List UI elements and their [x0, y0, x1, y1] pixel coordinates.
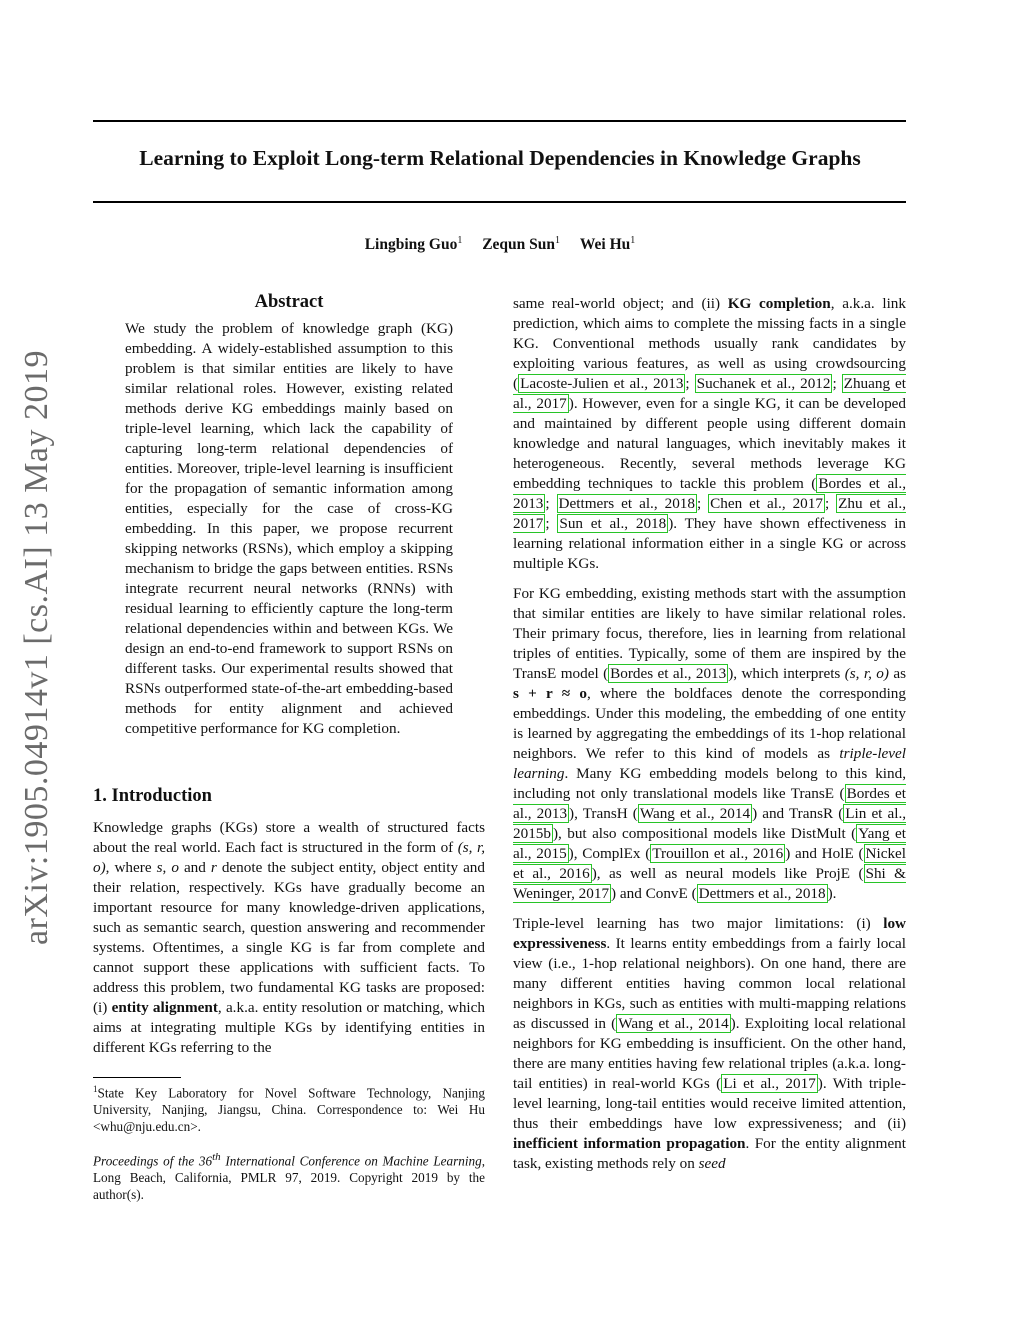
citation-link[interactable]: Yang et al., 2015	[513, 825, 906, 862]
author: Lingbing Guo$^1$	[364, 235, 463, 254]
proceedings-note: Proceedings of the 36th International Conference on Machine Learning, Long Beach, California, PMLR 97, 2019. Copyright 2019 by the author(s).	[93, 1151, 485, 1203]
citation-link[interactable]: Dettmers et al., 2018	[558, 495, 695, 512]
citation-link[interactable]: Suchanek et al., 2012	[696, 375, 831, 392]
citation-link[interactable]: Li et al., 2017	[723, 1075, 816, 1092]
left-column	[93, 786, 485, 1068]
arxiv-stamp: arXiv:1905.04914v1 [cs.AI] 13 May 2019	[18, 349, 55, 945]
abstract-text: We study the problem of knowledge graph (KG) embedding. A widely-established assumption to this problem is that similar entities are likely to have similar relational roles. However, existing related methods derive KG embeddings mainly based on triple-level learning, which lack the capability of capturing long-term relational dependencies of entities. Moreover, triple-level learning is insufficient for the propagation of semantic information among entities, especially for the case of cross-KG embedding. In this paper, we propose recurrent skipping networks (RSNs), which employ a skipping mechanism to bridge the gaps between entities. RSNs integrate recurrent neural networks (RNNs) with residual learning to efficiently capture the long-term relational dependencies within and between KGs. We design an end-to-end framework to support RSNs on different tasks. Our experimental results showed that RSNs outperformed state-of-the-art embedding-based methods for entity alignment and achieved competitive performance for KG completion.	[125, 320, 453, 737]
body-paragraph: Triple-level learning has two major limitations: (i) low expressiveness. It learns entity embeddings from a fairly local view (i.e., 1-hop relational neighbors). On one hand, there are many different entities having common local relational neighbors in KGs, such as entities with multi-mapping relations as discussed in ( Wang et al., 2014 ). Exploiting local relational neighbors for KG embedding is insufficient. On the other hand, there are many entities having few relational triples (a.k.a. long-tail entities) in real-world KGs ( Li et al., 2017 ). With triple-level learning, long-tail entities would receive limited attention, thus their embeddings have low expressiveness; and (ii) inefficient information propagation. For the entity alignment task, existing methods rely on seed	[513, 915, 907, 1172]
author: Wei Hu$^1$	[579, 235, 636, 254]
citation-link[interactable]: Wang et al., 2014	[639, 805, 751, 822]
intro-paragraph: Knowledge graphs (KGs) store a wealth of structured facts about the real world. Each fact is structured in the form of (s, r, o), where s, o and r denote the subject entity, object entity and their relation, respectively. KGs have gradually become an important resource for many knowledge-driven applications, such as semantic search, question answering and recommender systems. Oftentimes, a single KG is far from complete and cannot support these applications with sufficient facts. To address this problem, two fundamental KG tasks are proposed: (i) entity alignment, a.k.a. entity resolution or matching, which aims at integrating multiple KGs by identifying entities in different KGs referring to the	[93, 819, 485, 1056]
citation-link[interactable]: Zhuang et al., 2017	[513, 375, 906, 412]
body-paragraph: same real-world object; and (ii) KG completion, a.k.a. link prediction, which aims to complete the missing facts in a single KG. Conventional methods usually rank candidates by exploiting various features, as well as using crowdsourcing ( Lacoste-Julien et al., 2013 ; Suchanek et al., 2012 ; Zhuang et al., 2017 ). However, even for a single KG, it can be developed and maintained by different people using different domain knowledge and natural languages, which inevitably makes it heterogeneous. Recently, several methods leverage KG embedding techniques to tackle this problem ( Bordes et al., 2013 ; Dettmers et al., 2018 ; Chen et al., 2017 ; Zhu et al., 2017 ; Sun et al., 2018 ). They have shown effectiveness in learning relational information either in a single KG or across multiple KGs.	[513, 295, 907, 572]
citation-link[interactable]: Trouillon et al., 2016	[652, 845, 784, 862]
abstract-heading: Abstract	[254, 292, 324, 312]
citation-link[interactable]: Bordes et al., 2013	[513, 475, 906, 512]
title-rule-bottom	[93, 201, 906, 203]
citation-link[interactable]: Bordes et al., 2013	[610, 665, 727, 682]
citation-link[interactable]: Bordes et al., 2013	[513, 785, 906, 822]
paper-title: Learning to Exploit Long-term Relational Dependencies in Knowledge Graphs	[139, 146, 861, 170]
body-paragraph: For KG embedding, existing methods start with the assumption that similar entities are likely to have similar relational roles. Their primary focus, therefore, lies in learning from relational triples of entities. Typically, some of them are inspired by the TransE model ( Bordes et al., 2013 ), which interprets (s, r, o) as s + r ≈ o, where the boldfaces denote the corresponding embeddings. Under this modeling, the embedding of one entity is learned by aggregating the embeddings of its 1-hop relational neighbors. We refer to this kind of models as triple-level learning. Many KG embedding models belong to this kind, including not only translational models like TransE ( Bordes et al., 2013 ), TransH ( Wang et al., 2014 ) and TransR ( Lin et al., 2015b ), but also compositional models like DistMult ( Yang et al., 2015 ), ComplEx ( Trouillon et al., 2016 ) and HolE ( Nickel et al., 2016 ), as well as neural models like ProjE ( Shi & Weninger, 2017 ) and ConvE ( Dettmers et al., 2018 ).	[513, 585, 907, 902]
citation-link[interactable]: Lin et al., 2015b	[513, 805, 907, 842]
author: Zequn Sun$^1$	[482, 235, 561, 254]
section-heading-introduction: 1. Introduction	[93, 786, 212, 806]
author-list	[0, 235, 1000, 254]
title-rule-top	[93, 120, 906, 122]
citation-link[interactable]: Wang et al., 2014	[618, 1015, 729, 1032]
citation-link[interactable]: Lacoste-Julien et al., 2013	[520, 375, 684, 392]
citation-link[interactable]: Dettmers et al., 2018	[698, 885, 826, 902]
citation-link[interactable]: Shi & Weninger, 2017	[513, 865, 906, 902]
right-column	[513, 294, 906, 1184]
affiliation-footnote: $^1$State Key Laboratory for Novel Software Technology, Nanjing University, Nanjing, Jiangsu, China. Correspondence to: Wei Hu <whu@nju.edu.cn>.	[93, 1084, 485, 1135]
citation-link[interactable]: Chen et al., 2017	[710, 495, 823, 512]
footnote-rule	[93, 1077, 181, 1078]
citation-link[interactable]: Nickel et al., 2016	[513, 845, 907, 882]
citation-link[interactable]: Sun et al., 2018	[559, 515, 667, 532]
citation-link[interactable]: Zhu et al., 2017	[513, 495, 906, 532]
